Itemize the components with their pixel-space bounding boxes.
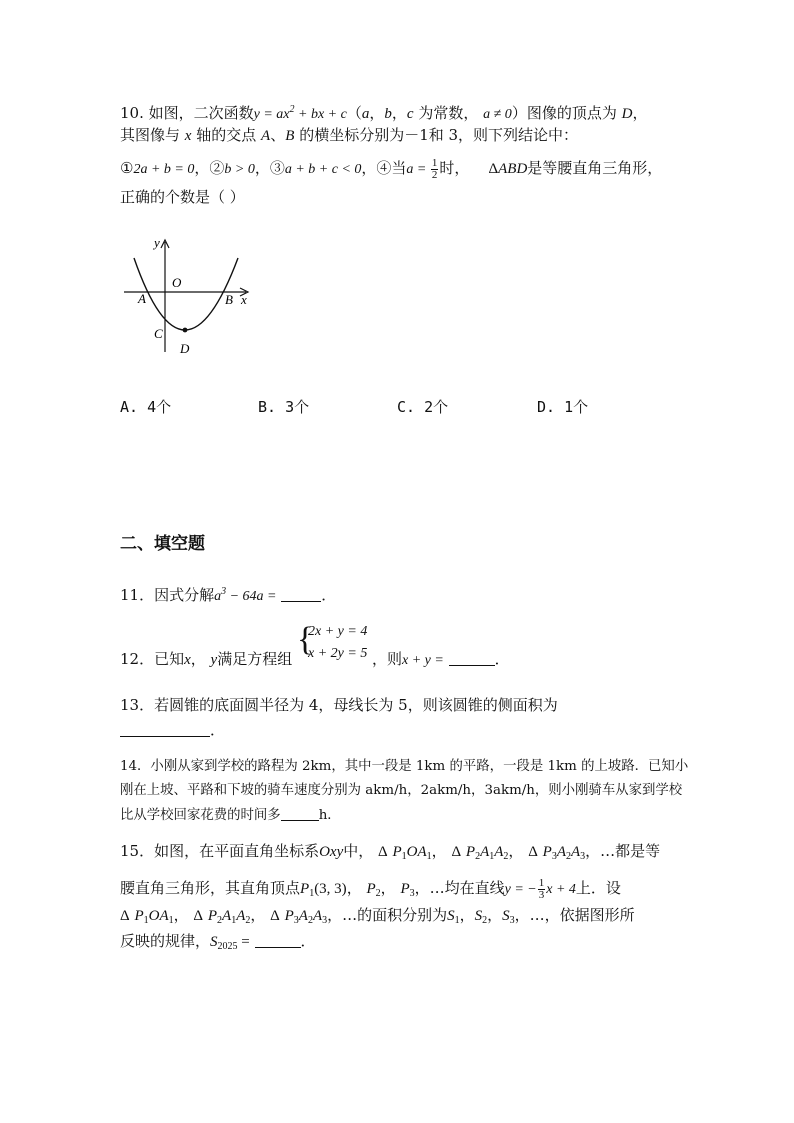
q13-line2: ．	[120, 719, 225, 741]
q15-line4: 反映的规律，$S_{2025}$ = ．	[120, 932, 316, 952]
q14-line2: 刚在上坡、平路和下坡的骑车速度分别为 akm/h，2akm/h，3akm/h，则小刚骑车从家到学校	[120, 783, 683, 798]
q15-fraction-third: $\frac{1}{3}$	[538, 876, 545, 901]
label-a: A	[138, 291, 146, 306]
option-d[interactable]: D. 1个	[537, 398, 589, 416]
q10-condition: a ≠ 0	[483, 107, 512, 122]
q10-fraction-half: $\frac{1}{2}$	[431, 156, 438, 181]
q10-line3: ①2a + b = 0，②b > 0，③a + b + c < 0，④当a = $\frac{1}{2}$ 时， ΔABD是等腰直角三角形，	[120, 156, 663, 181]
q12-equation-1: 2x + y = 4	[308, 624, 368, 639]
q10-conclusion-3: a + b + c < 0	[284, 162, 362, 177]
q10-line4: 正确的个数是（ ）	[120, 188, 245, 206]
q10-line2: 其图像与 x 轴的交点 A、B 的横坐标分别为－1和 3，则下列结论中：	[120, 126, 579, 144]
label-b: B	[225, 292, 233, 307]
section-heading: 二、填空题	[120, 534, 205, 554]
q10-conclusion-4: a =	[406, 162, 430, 177]
q13-line1: 13．若圆锥的底面圆半径为 4，母线长为 5，则该圆锥的侧面积为	[120, 696, 558, 714]
q13-answer-blank[interactable]	[120, 722, 210, 737]
label-x: x	[241, 292, 247, 307]
q10-parabola-figure	[122, 232, 262, 357]
q14-answer-blank[interactable]	[281, 806, 319, 821]
label-o: O	[172, 275, 182, 290]
option-b[interactable]: B. 3个	[258, 398, 310, 416]
q15-line2: 腰直角三角形，其直角顶点$P_1(3$, 3)， $P_2$， $P_3$，…均在直线y = − $\frac{1}{3}$ x + 4上．设	[120, 876, 621, 901]
q15-line1: 15．如图，在平面直角坐标系Oxy中， Δ $P_1OA_1$， Δ $P_2A_1A_2$， Δ $P_3A_2A_3$，…都是等	[120, 842, 661, 862]
label-y: y	[154, 235, 160, 250]
q12-answer-blank[interactable]	[449, 651, 495, 666]
q12-line-tail: ，则x + y = ．	[372, 650, 510, 668]
q15-answer-blank[interactable]	[255, 933, 301, 948]
q10-function-formula: $y = ax^2$ + bx + c	[253, 104, 347, 122]
vertex-d-point	[183, 328, 188, 333]
q10-conclusion-2: b > 0	[224, 162, 255, 177]
q10-line1: 10. 如图，二次函数$y = ax^2$ + bx + c（a，b，c 为常数， a ≠ 0）图像的顶点为 D，	[120, 104, 648, 122]
q14-line1: 14．小刚从家到学校的路程为 2km，其中一段是 1km 的平路，一段是 1km 的上坡路．已知小	[120, 759, 689, 774]
q10-conclusion-1: 2a + b = 0	[133, 162, 195, 177]
q12-equation-2: x + 2y = 5	[308, 646, 368, 661]
q14-line3: 比从学校回家花费的时间多 h．	[120, 808, 341, 823]
label-d: D	[180, 341, 190, 356]
q12-line: 12．已知x， y满足方程组	[120, 650, 293, 668]
q12-system-brace: {	[297, 621, 314, 658]
option-a[interactable]: A. 4个	[120, 398, 172, 416]
q11-answer-blank[interactable]	[281, 587, 321, 602]
q11-line: 11．因式分解$a^3 - 64a$ = ．	[120, 586, 337, 604]
q11-expression: $a^3 - 64a$ =	[214, 586, 277, 604]
q15-line3: Δ $P_1OA_1$， Δ $P_2A_1A_2$， Δ $P_3A_2A_3$，…的面积分别为$S_1$，$S_2$，$S_3$，…，依据图形所	[120, 906, 635, 926]
option-c[interactable]: C. 2个	[397, 398, 449, 416]
parabola-curve	[134, 258, 238, 330]
label-c: C	[154, 326, 163, 341]
q15-line-equation: y = −	[504, 882, 537, 897]
